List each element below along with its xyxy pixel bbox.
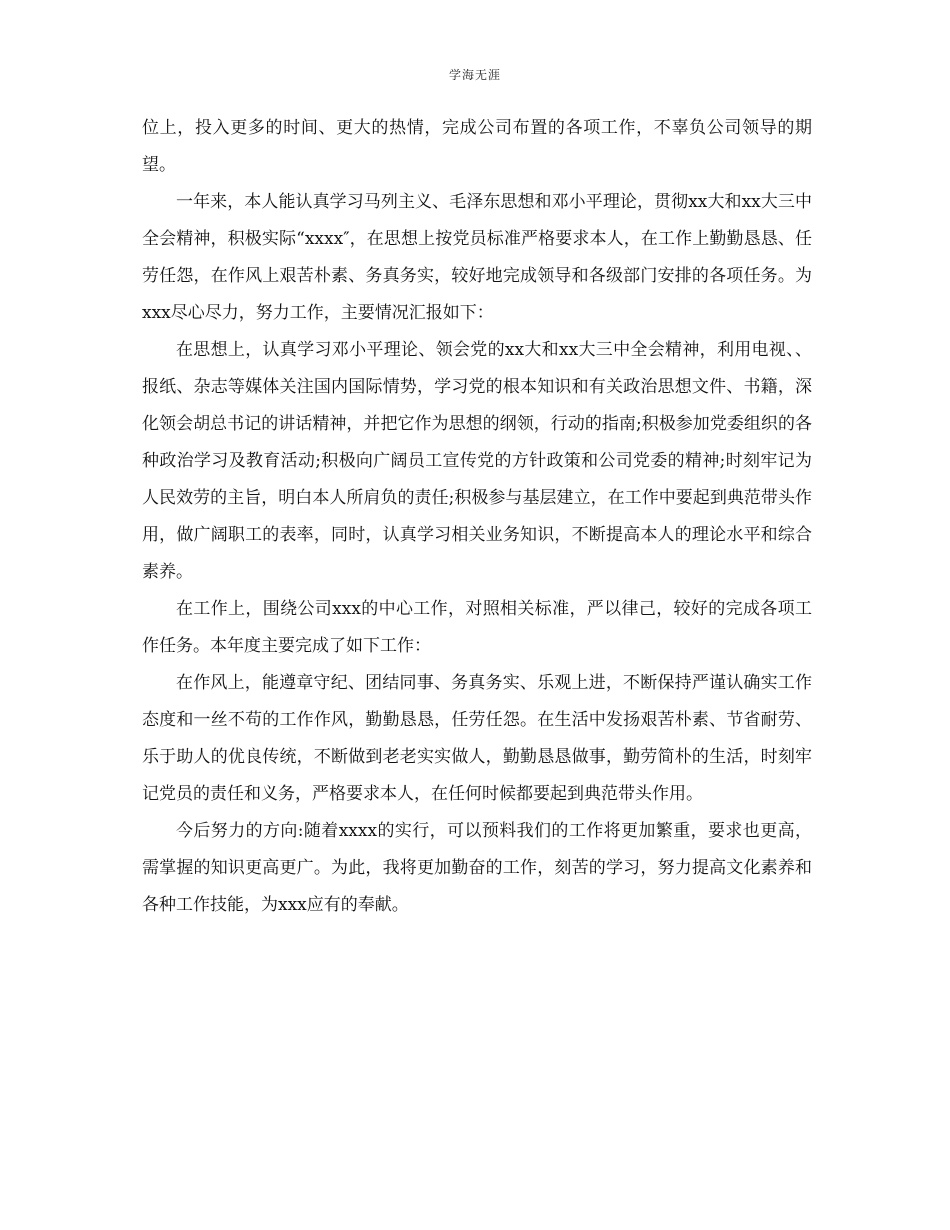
paragraph-4: 在工作上，围绕公司xxx的中心工作，对照相关标准，严以律己，较好的完成各项工作任务。本年度主要完成了如下工作： [142,599,812,656]
paragraph-1: 位上，投入更多的时间、更大的热情，完成公司布置的各项工作，不辜负公司领导的期望。 [142,118,812,175]
paragraph-3: 在思想上，认真学习邓小平理论、领会党的xx大和xx大三中全会精神，利用电视、、报纸、杂志等媒体关注国内国际情势，学习党的根本知识和有关政治思想文件、书籍，深化领会胡总书记的讲话精神，并把它作为思想的纲领，行动的指南;积极参加党委组织的各种政治学习及教育活动;积极向广阔员工宣传党的方针政策和公司党委的精神;时刻牢记为人民效劳的主旨，明白本人所肩负的责任;积极参与基层建立，在工作中要起到典范带头作用，做广阔职工的表率，同时，认真学习相关业务知识，不断提高本人的理论水平和综合素养。 [142,340,812,582]
paragraph-6: 今后努力的方向:随着xxxx的实行，可以预料我们的工作将更加繁重，要求也更高，需掌握的知识更高更广。为此，我将更加勤奋的工作，刻苦的学习，努力提高文化素养和各种工作技能，为xxx应有的奉献。 [142,821,812,915]
page-header: 学海无涯 [448,68,501,82]
document-body [142,110,812,924]
paragraph-5: 在作风上，能遵章守纪、团结同事、务真务实、乐观上进，不断保持严谨认确实工作态度和一丝不苟的工作作风，勤勤恳恳，任劳任怨。在生活中发扬艰苦朴素、节省耐劳、乐于助人的优良传统，不断做到老老实实做人，勤勤恳恳做事，勤劳简朴的生活，时刻牢记党员的责任和义务，严格要求本人，在任何时候都要起到典范带头作用。 [142,673,812,804]
paragraph-2: 一年来，本人能认真学习马列主义、毛泽东思想和邓小平理论，贯彻xx大和xx大三中全会精神，积极实际“xxxx″，在思想上按党员标准严格要求本人，在工作上勤勤恳恳、任劳任怨，在作风上艰苦朴素、务真务实，较好地完成领导和各级部门安排的各项任务。为xxx尽心尽力，努力工作，主要情况汇报如下： [142,192,812,323]
